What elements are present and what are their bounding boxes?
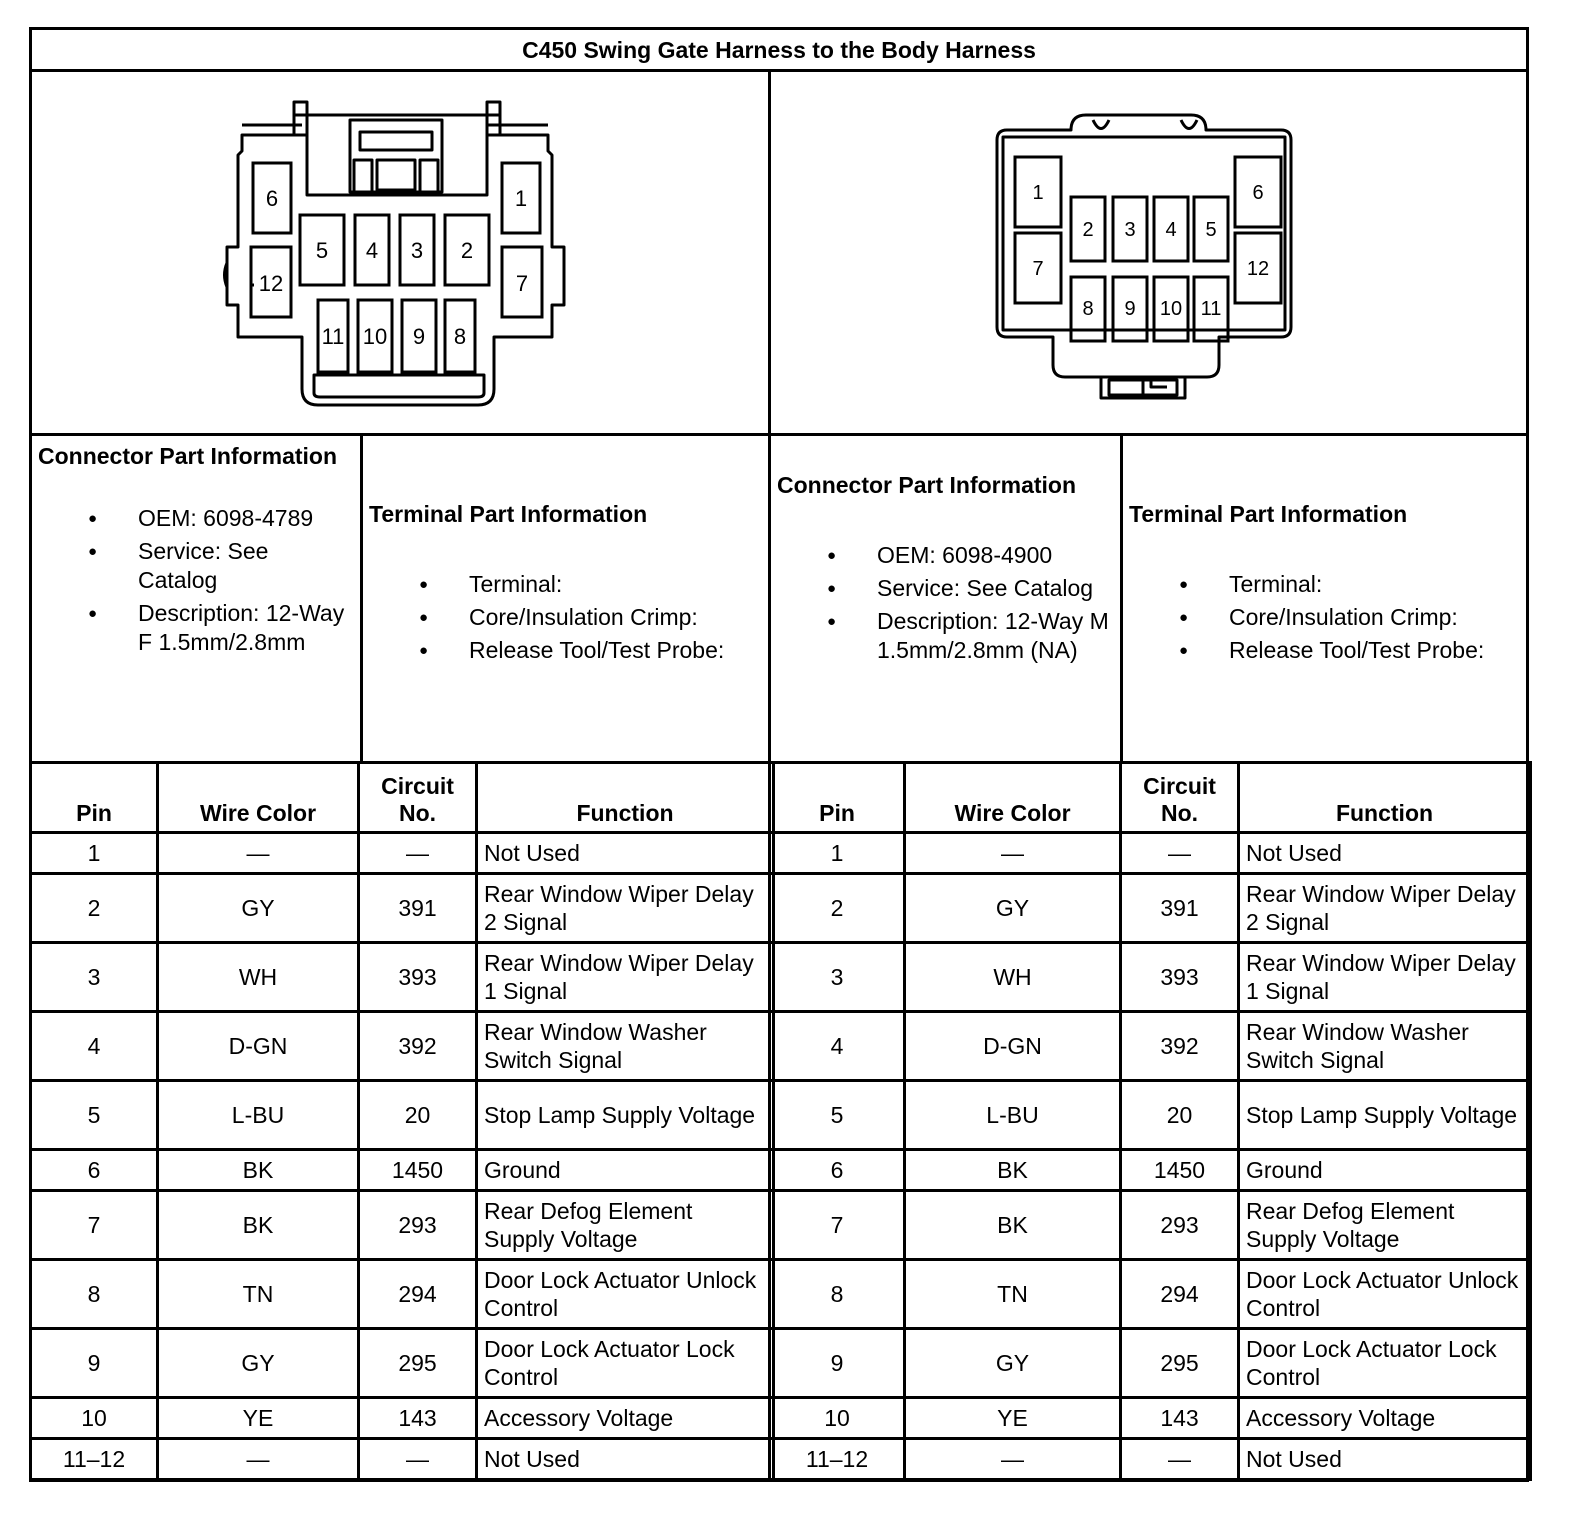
right-connector-part-list [777, 541, 1114, 665]
left-terminal-part-list [369, 570, 762, 665]
function-cell: Door Lock Actuator Lock Control [477, 1329, 774, 1398]
right-cavity-label-12: 12 [1246, 258, 1270, 280]
function-cell: Rear Window Wiper Delay 2 Signal [477, 874, 774, 943]
table-row [31, 1191, 774, 1260]
connector-end-view-sheet [29, 27, 1529, 1482]
wire-color-cell: — [158, 833, 359, 874]
wire-color-cell: WH [905, 943, 1121, 1012]
circuit-cell: 393 [1121, 943, 1239, 1012]
circuit-cell: 20 [359, 1081, 477, 1150]
circuit-cell: 293 [1121, 1191, 1239, 1260]
pin-cell: 1 [31, 833, 158, 874]
function-cell: Ground [477, 1150, 774, 1191]
circuit-cell: 393 [359, 943, 477, 1012]
right-connector-part-info [771, 436, 1120, 761]
table-row [31, 1260, 774, 1329]
pin-cell: 7 [770, 1191, 905, 1260]
circuit-no-header [1121, 763, 1239, 833]
wire-color-cell: BK [905, 1191, 1121, 1260]
left-core-insulation-crimp: ● Core/Insulation Crimp: [369, 603, 762, 632]
table-row [770, 1398, 1531, 1439]
pin-header: Pin [770, 763, 905, 833]
table-row [770, 1150, 1531, 1191]
table-row [31, 1398, 774, 1439]
function-cell: Not Used [1239, 833, 1531, 874]
pin-cell: 11–12 [31, 1439, 158, 1480]
left-connector-part-list [38, 504, 354, 657]
left-terminal-part-heading: Terminal Part Information [369, 501, 648, 527]
pin-cell: 8 [770, 1260, 905, 1329]
circuit-cell: 391 [359, 874, 477, 943]
circuit-cell: — [359, 833, 477, 874]
wire-color-cell: — [905, 833, 1121, 874]
circuit-cell: — [359, 1439, 477, 1480]
table-row [31, 1329, 774, 1398]
wire-color-cell: L-BU [905, 1081, 1121, 1150]
right-connector-oem: ● OEM: 6098-4900 [777, 541, 1114, 570]
left-cavity-label-8: 8 [453, 324, 467, 349]
pin-cell: 7 [31, 1191, 158, 1260]
function-cell: Door Lock Actuator Lock Control [1239, 1329, 1531, 1398]
left-connector-diagram [32, 75, 768, 433]
circuit-header-line2: No. [1160, 800, 1199, 826]
right-connector-service: ● Service: See Catalog [777, 574, 1114, 603]
right-cavity-label-2: 2 [1082, 219, 1094, 241]
left-cavity-label-11: 11 [321, 324, 345, 349]
wire-color-cell: — [905, 1439, 1121, 1480]
right-terminal: ● Terminal: [1129, 570, 1520, 599]
circuit-cell: 20 [1121, 1081, 1239, 1150]
left-cavity-label-1: 1 [514, 186, 528, 211]
function-cell: Rear Defog Element Supply Voltage [477, 1191, 774, 1260]
table-row [770, 1439, 1531, 1480]
table-row [31, 1081, 774, 1150]
left-terminal-part-info [363, 436, 768, 761]
pin-cell: 10 [31, 1398, 158, 1439]
function-cell: Rear Window Wiper Delay 2 Signal [1239, 874, 1531, 943]
wire-color-cell: D-GN [158, 1012, 359, 1081]
right-connector-part-heading: Connector Part Information [777, 472, 1077, 498]
right-core-insulation-crimp: ● Core/Insulation Crimp: [1129, 603, 1520, 632]
circuit-cell: 293 [359, 1191, 477, 1260]
wire-color-cell: TN [158, 1260, 359, 1329]
pin-cell: 1 [770, 833, 905, 874]
wire-color-cell: GY [158, 1329, 359, 1398]
pin-cell: 8 [31, 1260, 158, 1329]
page-title: C450 Swing Gate Harness to the Body Harness [32, 30, 1526, 72]
left-cavity-label-5: 5 [315, 238, 329, 263]
pin-cell: 10 [770, 1398, 905, 1439]
left-cavity-label-7: 7 [515, 271, 529, 296]
right-cavity-label-4: 4 [1165, 219, 1177, 241]
pin-cell: 11–12 [770, 1439, 905, 1480]
table-row [770, 943, 1531, 1012]
table-row [770, 1260, 1531, 1329]
circuit-cell: — [1121, 833, 1239, 874]
function-cell: Not Used [477, 1439, 774, 1480]
circuit-cell: 294 [1121, 1260, 1239, 1329]
table-row [31, 833, 774, 874]
right-connector-diagram [771, 75, 1526, 433]
left-cavity-label-6: 6 [265, 186, 279, 211]
table-row [770, 1329, 1531, 1398]
function-cell: Not Used [1239, 1439, 1531, 1480]
wire-color-cell: GY [905, 1329, 1121, 1398]
left-release-tool: ● Release Tool/Test Probe: [369, 636, 762, 665]
right-connector-description: ● Description: 12-Way M 1.5mm/2.8mm (NA) [777, 607, 1114, 665]
table-row [31, 874, 774, 943]
right-cavity-label-9: 9 [1124, 298, 1136, 320]
circuit-cell: 295 [359, 1329, 477, 1398]
right-cavity-label-10: 10 [1159, 298, 1183, 320]
table-row [770, 874, 1531, 943]
table-row [770, 1081, 1531, 1150]
left-connector-part-heading: Connector Part Information [38, 443, 338, 469]
right-release-tool: ● Release Tool/Test Probe: [1129, 636, 1520, 665]
right-cavity-label-11: 11 [1200, 298, 1222, 320]
wire-color-cell: BK [158, 1150, 359, 1191]
wire-color-cell: YE [158, 1398, 359, 1439]
pin-cell: 6 [31, 1150, 158, 1191]
left-cavity-label-10: 10 [362, 324, 388, 349]
circuit-cell: — [1121, 1439, 1239, 1480]
table-row [770, 833, 1531, 874]
wire-color-cell: YE [905, 1398, 1121, 1439]
right-cavity-label-7: 7 [1032, 258, 1044, 280]
function-cell: Accessory Voltage [477, 1398, 774, 1439]
left-cavity-label-4: 4 [365, 238, 379, 263]
circuit-cell: 392 [1121, 1012, 1239, 1081]
wire-color-cell: BK [158, 1191, 359, 1260]
left-connector-service: ● Service: See Catalog [38, 537, 354, 595]
left-cavity-label-9: 9 [412, 324, 426, 349]
circuit-cell: 1450 [1121, 1150, 1239, 1191]
table-row [31, 1439, 774, 1480]
pin-cell: 2 [31, 874, 158, 943]
left-pinout-table [29, 761, 775, 1481]
wire-color-cell: GY [905, 874, 1121, 943]
right-cavity-label-3: 3 [1124, 219, 1136, 241]
pin-header: Pin [31, 763, 158, 833]
wire-color-cell: WH [158, 943, 359, 1012]
circuit-cell: 392 [359, 1012, 477, 1081]
wire-color-cell: TN [905, 1260, 1121, 1329]
circuit-cell: 1450 [359, 1150, 477, 1191]
right-pinout-table [768, 761, 1532, 1481]
circuit-cell: 294 [359, 1260, 477, 1329]
function-cell: Stop Lamp Supply Voltage [477, 1081, 774, 1150]
function-cell: Rear Window Wiper Delay 1 Signal [477, 943, 774, 1012]
wire-color-cell: L-BU [158, 1081, 359, 1150]
left-connector-description: ● Description: 12-Way F 1.5mm/2.8mm [38, 599, 354, 657]
right-cavity-label-1: 1 [1032, 182, 1044, 204]
wire-color-cell: D-GN [905, 1012, 1121, 1081]
function-cell: Rear Defog Element Supply Voltage [1239, 1191, 1531, 1260]
circuit-header-line1: Circuit [1143, 773, 1216, 799]
pin-cell: 3 [31, 943, 158, 1012]
left-cavity-label-2: 2 [460, 238, 474, 263]
function-header: Function [477, 763, 774, 833]
left-connector-oem: ● OEM: 6098-4789 [38, 504, 354, 533]
left-connector-part-info [32, 436, 360, 761]
wire-color-header: Wire Color [905, 763, 1121, 833]
function-cell: Door Lock Actuator Unlock Control [477, 1260, 774, 1329]
table-row [770, 1191, 1531, 1260]
right-cavity-label-6: 6 [1252, 182, 1264, 204]
left-cavity-label-3: 3 [410, 238, 424, 263]
function-cell: Not Used [477, 833, 774, 874]
pin-cell: 4 [770, 1012, 905, 1081]
pin-cell: 5 [770, 1081, 905, 1150]
circuit-cell: 295 [1121, 1329, 1239, 1398]
wire-color-header: Wire Color [158, 763, 359, 833]
circuit-header-line2: No. [398, 800, 437, 826]
circuit-cell: 391 [1121, 874, 1239, 943]
circuit-cell: 143 [359, 1398, 477, 1439]
pin-cell: 9 [770, 1329, 905, 1398]
circuit-no-header [359, 763, 477, 833]
pin-cell: 5 [31, 1081, 158, 1150]
right-cavity-label-8: 8 [1082, 298, 1094, 320]
right-cavity-label-5: 5 [1205, 219, 1217, 241]
function-cell: Rear Window Washer Switch Signal [1239, 1012, 1531, 1081]
function-cell: Ground [1239, 1150, 1531, 1191]
table-row [31, 943, 774, 1012]
function-header: Function [1239, 763, 1531, 833]
function-cell: Stop Lamp Supply Voltage [1239, 1081, 1531, 1150]
pin-cell: 4 [31, 1012, 158, 1081]
circuit-header-line1: Circuit [381, 773, 454, 799]
pin-cell: 3 [770, 943, 905, 1012]
table-row [31, 1150, 774, 1191]
pin-cell: 2 [770, 874, 905, 943]
pin-cell: 9 [31, 1329, 158, 1398]
function-cell: Door Lock Actuator Unlock Control [1239, 1260, 1531, 1329]
right-terminal-part-heading: Terminal Part Information [1129, 501, 1408, 527]
pin-cell: 6 [770, 1150, 905, 1191]
wire-color-cell: GY [158, 874, 359, 943]
table-row [31, 1012, 774, 1081]
wire-color-cell: — [158, 1439, 359, 1480]
circuit-cell: 143 [1121, 1398, 1239, 1439]
left-cavity-label-12: 12 [258, 271, 284, 296]
right-terminal-part-list [1129, 570, 1520, 665]
right-terminal-part-info [1123, 436, 1526, 761]
left-terminal: ● Terminal: [369, 570, 762, 599]
wire-color-cell: BK [905, 1150, 1121, 1191]
function-cell: Rear Window Washer Switch Signal [477, 1012, 774, 1081]
function-cell: Accessory Voltage [1239, 1398, 1531, 1439]
table-row [770, 1012, 1531, 1081]
function-cell: Rear Window Wiper Delay 1 Signal [1239, 943, 1531, 1012]
